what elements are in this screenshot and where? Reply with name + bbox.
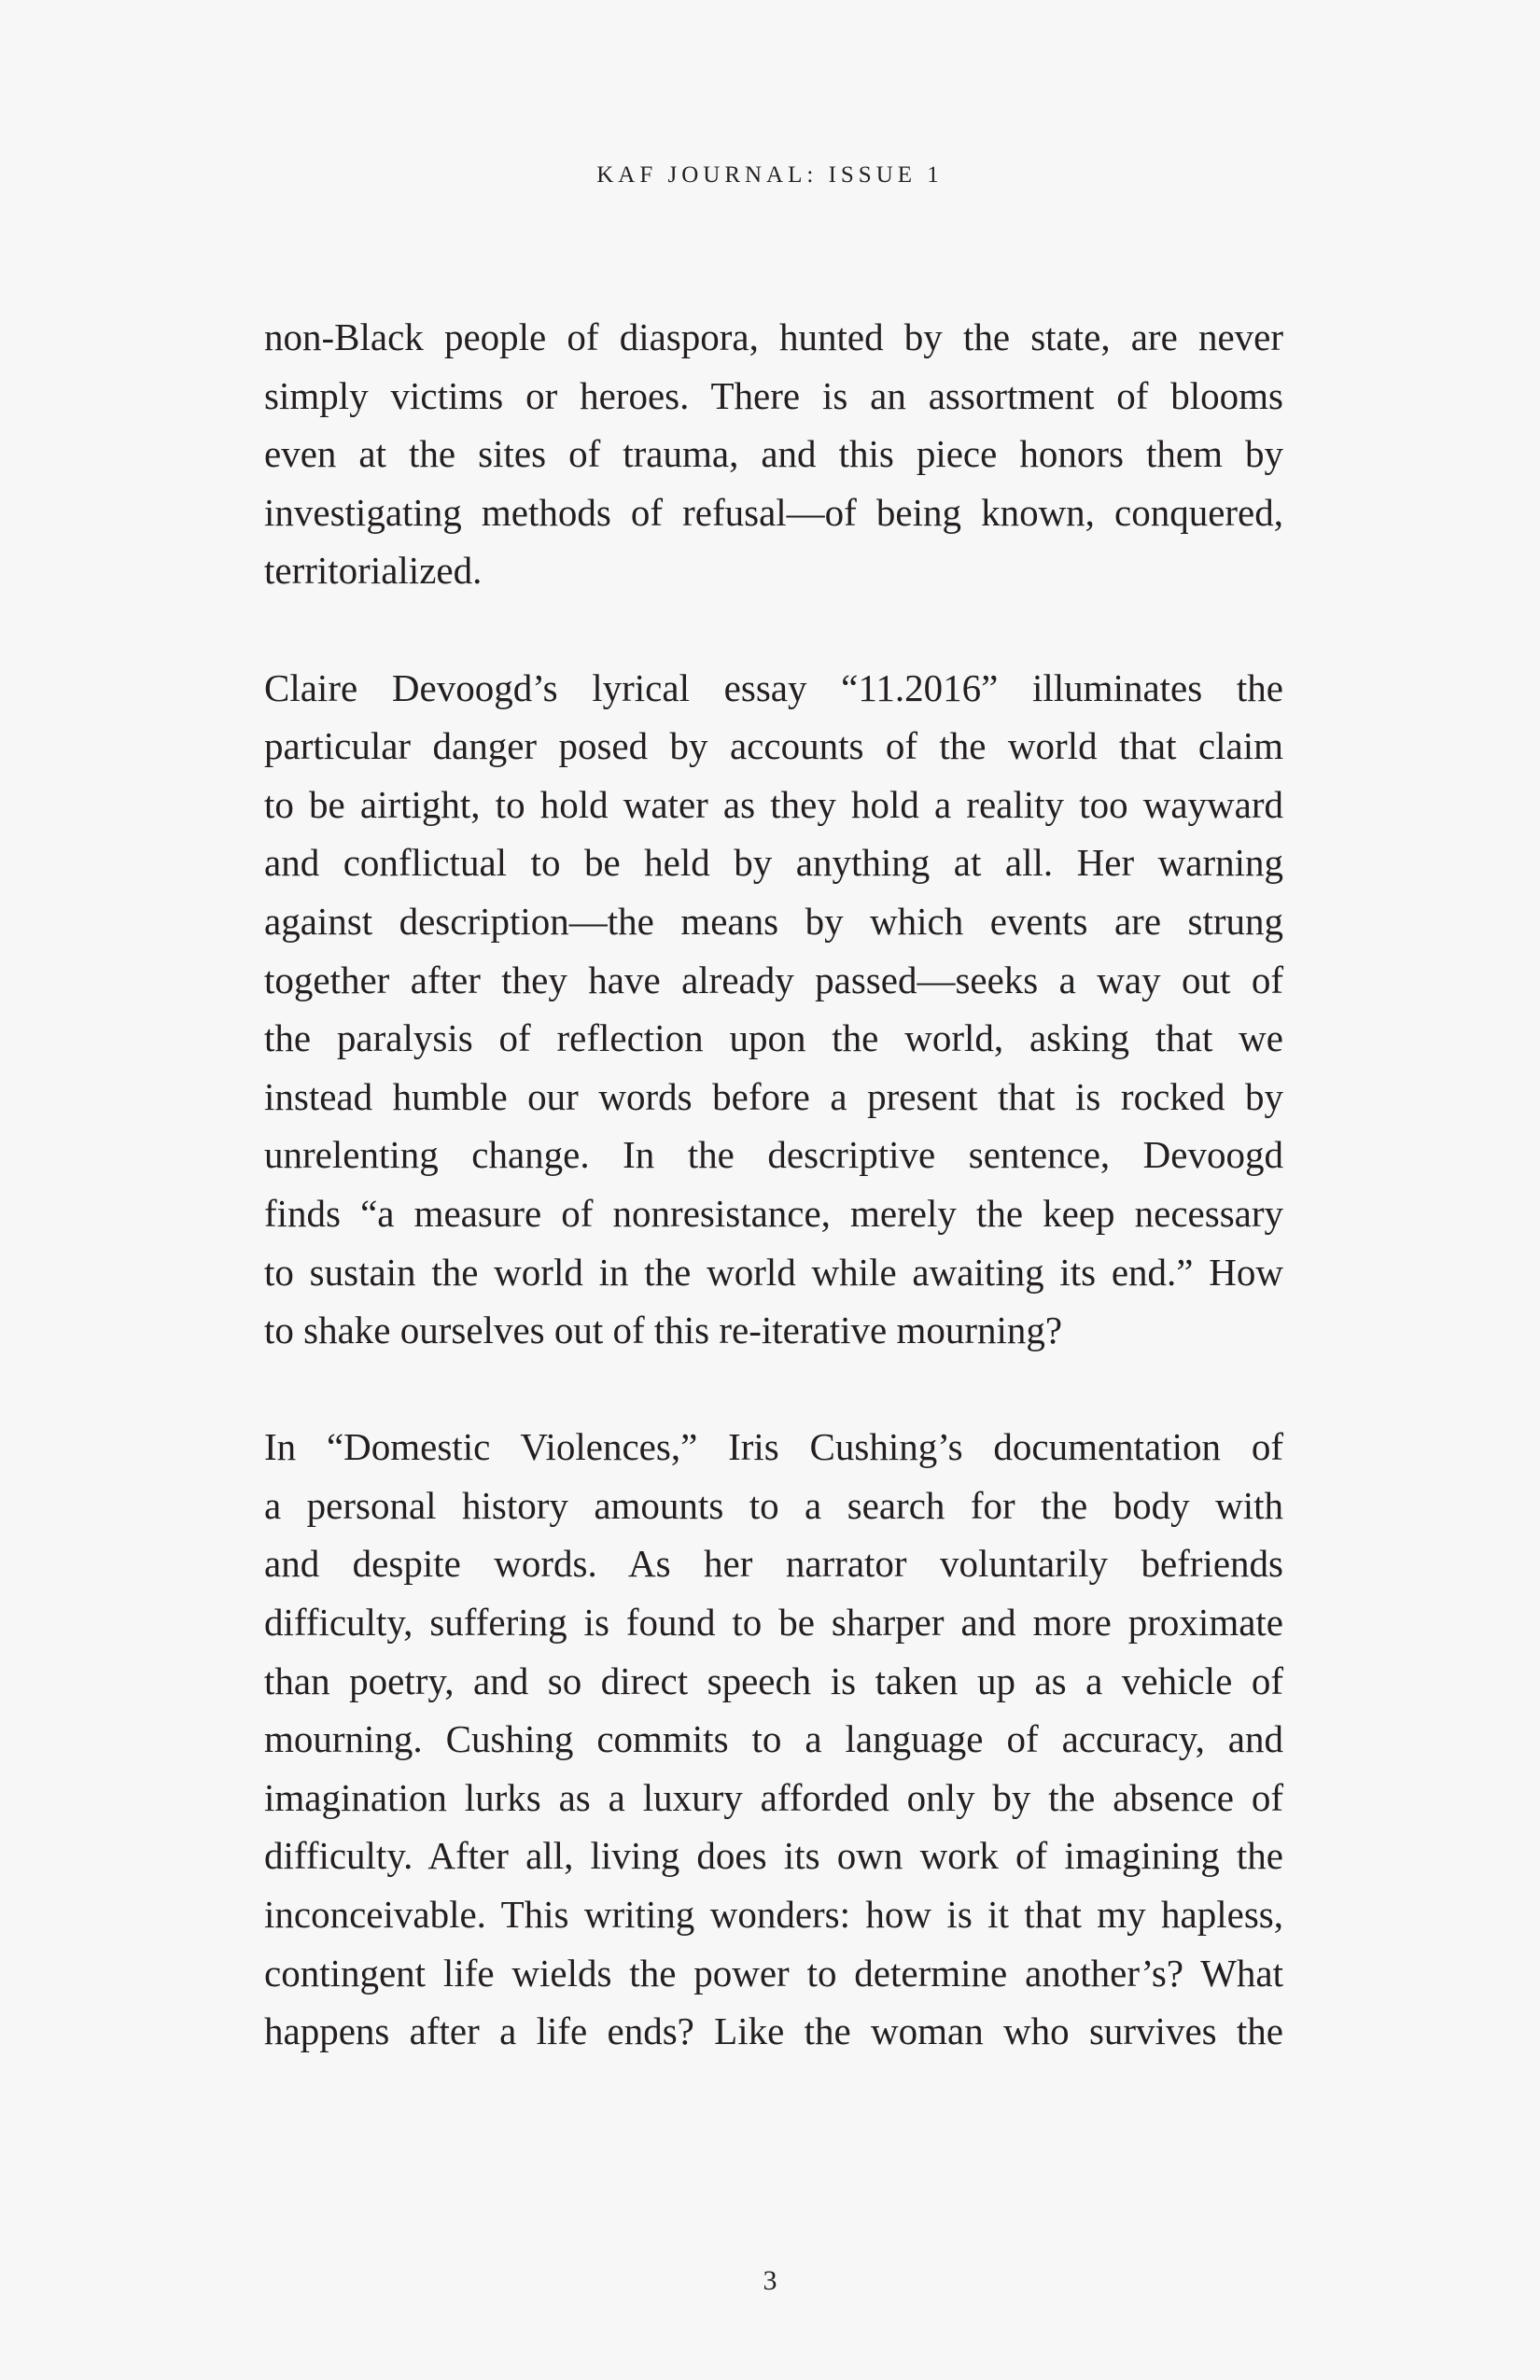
- text-line: inconceivable. This writing wonders: how is it that my hapless,: [264, 1893, 1283, 1937]
- text-line: In “Domestic Violences,” Iris Cushing’s documentation of: [264, 1425, 1283, 1469]
- paragraph: [264, 1418, 1283, 2061]
- text-line: unrelenting change. In the descriptive sentence, Devoogd: [264, 1133, 1283, 1177]
- text-line: even at the sites of trauma, and this piece honors them by: [264, 432, 1283, 476]
- text-line: particular danger posed by accounts of the world that claim: [264, 724, 1283, 768]
- page-number: 3: [763, 2265, 777, 2296]
- text-line: to sustain the world in the world while awaiting its end.” How: [264, 1250, 1283, 1294]
- text-line: the paralysis of reflection upon the world, asking that we: [264, 1016, 1283, 1060]
- text-line: difficulty. After all, living does its own work of imagining the: [264, 1834, 1283, 1878]
- text-line: mourning. Cushing commits to a language of accuracy, and: [264, 1717, 1283, 1761]
- text-line: against description—the means by which events are strung: [264, 899, 1283, 943]
- paragraph-spacer: [264, 600, 1283, 659]
- text-line: and conflictual to be held by anything at all. Her warning: [264, 841, 1283, 885]
- text-line: a personal history amounts to a search for the body with: [264, 1483, 1283, 1527]
- text-line: non-Black people of diaspora, hunted by the state, are never: [264, 315, 1283, 358]
- text-line: finds “a measure of nonresistance, merely the keep necessary: [264, 1191, 1283, 1235]
- text-line: than poetry, and so direct speech is taken up as a vehicle of: [264, 1659, 1283, 1702]
- text-line: happens after a life ends? Like the woman who survives the: [264, 2009, 1283, 2053]
- text-line: imagination lurks as a luxury afforded only by the absence of: [264, 1775, 1283, 1819]
- paragraph: [264, 308, 1283, 600]
- text-line: Claire Devoogd’s lyrical essay “11.2016” illuminates the: [264, 665, 1283, 709]
- body-text: [264, 308, 1283, 2061]
- text-line: difficulty, suffering is found to be sharper and more proximate: [264, 1601, 1283, 1645]
- text-line: instead humble our words before a present that is rocked by: [264, 1074, 1283, 1118]
- text-line: territorialized.: [264, 549, 483, 593]
- paragraph: [264, 659, 1283, 1360]
- running-header: KAF JOURNAL: ISSUE 1: [596, 162, 944, 188]
- text-line: and despite words. As her narrator voluntarily befriends: [264, 1542, 1283, 1586]
- paragraph-spacer: [264, 1360, 1283, 1419]
- text-line: to be airtight, to hold water as they hold a reality too wayward: [264, 782, 1283, 826]
- text-line: to shake ourselves out of this re-iterative mourning?: [264, 1309, 1063, 1352]
- text-line: contingent life wields the power to determine another’s? What: [264, 1951, 1283, 1995]
- text-line: investigating methods of refusal—of being known, conquered,: [264, 490, 1283, 534]
- text-line: together after they have already passed—seeks a way out of: [264, 958, 1283, 1001]
- text-line: simply victims or heroes. There is an assortment of blooms: [264, 373, 1283, 417]
